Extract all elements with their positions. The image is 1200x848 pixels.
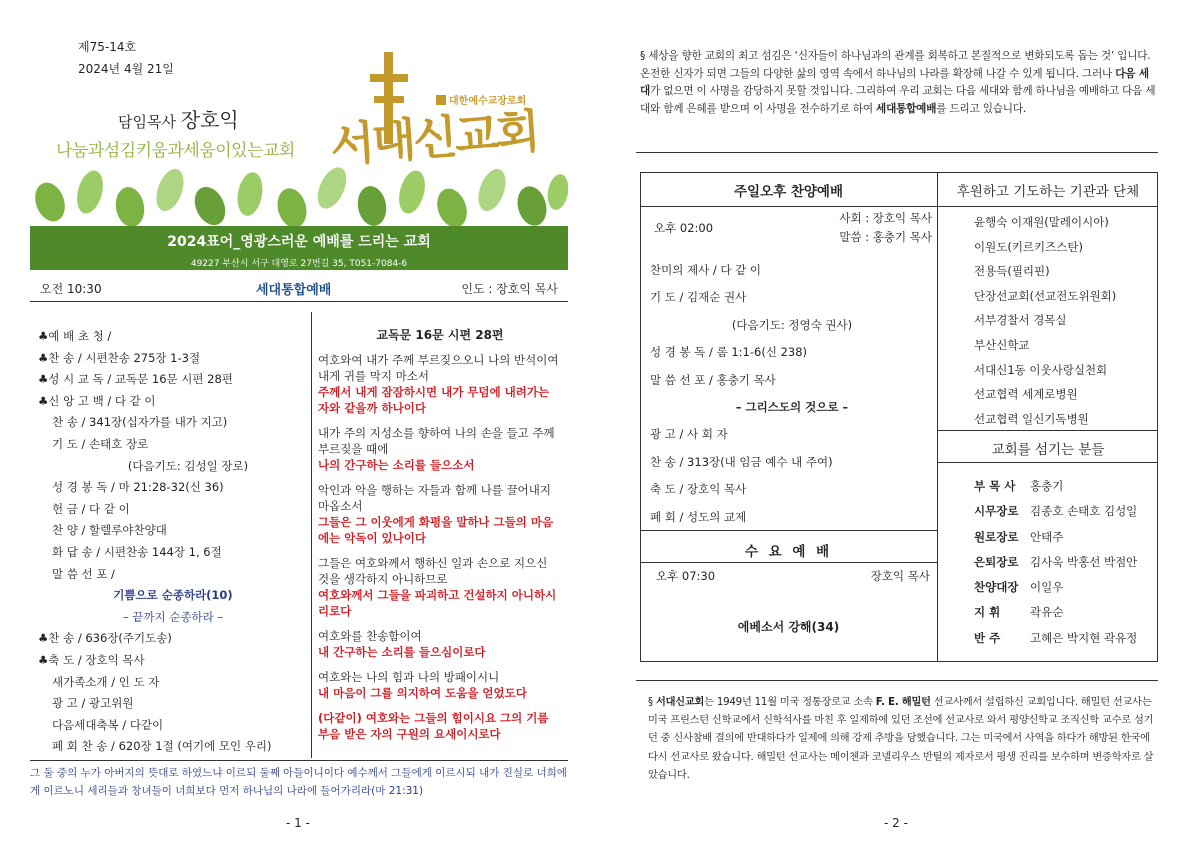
supporter-item: 선교협력 일신기독병원 xyxy=(974,411,1089,426)
order-item: 헌 금 / 다 같 이 xyxy=(52,501,130,516)
page-number: - 1 - xyxy=(286,816,310,830)
verse-leader: 여호와여 내가 주께 부르짖으오니 나의 반석이여 내게 귀를 막지 마소서 xyxy=(318,353,559,383)
order-item: 말 씀 선 포 / xyxy=(52,566,115,581)
supporter-item: 전용득(필리핀) xyxy=(974,264,1050,279)
supporter-item: 서부경찰서 경목실 xyxy=(974,313,1067,328)
box-divider xyxy=(937,172,938,662)
afternoon-order-item: 성 경 봉 독 / 롬 1:1-6(신 238) xyxy=(650,345,808,360)
afternoon-service-time: 오후 02:00 xyxy=(654,221,714,235)
church-address: 49227 부산시 서구 대영로 27번길 35, T051-7084-6 xyxy=(190,259,408,269)
reading-verse xyxy=(318,555,562,619)
staff-names: 안태주 xyxy=(1030,529,1064,544)
supporter-item: 이원도(키르키즈스탄) xyxy=(974,239,1083,254)
column-divider xyxy=(311,312,312,758)
wednesday-leader: 장호익 목사 xyxy=(870,569,930,583)
afternoon-preacher: 말씀 : 홍충기 목사 xyxy=(839,230,932,244)
verse-response: 그들은 그 이웃에게 화평을 말하나 그들의 마음에는 악독이 있나이다 xyxy=(318,515,554,545)
pastor-title: 담임목사 xyxy=(118,113,176,131)
supporter-item: 선교협력 세계로병원 xyxy=(974,387,1078,402)
worship-order-list xyxy=(38,328,308,760)
verse-response: 나의 간구하는 소리를 들으소서 xyxy=(318,458,475,472)
verse-leader: 여호와는 나의 힘과 나의 방패이시니 xyxy=(318,670,500,684)
staff-list xyxy=(974,478,1137,655)
church-name-logo: 서대신교회 xyxy=(328,103,540,173)
staff-row xyxy=(974,529,1137,554)
reading-verse xyxy=(318,352,562,416)
order-item: 찬 양 / 할렐루야찬양대 xyxy=(52,523,167,538)
wednesday-service-time: 오후 07:30 xyxy=(656,569,716,583)
verse-leader: 여호와를 찬송함이여 xyxy=(318,629,422,643)
afternoon-order-item: 찬 송 / 313장(내 임금 예수 내 주여) xyxy=(650,454,833,469)
staff-names: 김사욱 박홍선 박점안 xyxy=(1030,554,1138,569)
leaves-decoration-icon xyxy=(30,162,568,234)
verse-response: (다같이) 여호와는 그들의 힘이시요 그의 기름 부음 받은 자의 구원의 요새이시로다 xyxy=(318,711,549,741)
verse-leader: 내가 주의 지성소를 향하여 나의 손을 들고 주께 부르짖을 때에 xyxy=(318,426,555,456)
afternoon-order-item: 찬미의 제사 / 다 같 이 xyxy=(650,263,762,277)
box-rule xyxy=(640,206,1158,207)
issue-date: 2024년 4월 21일 xyxy=(78,62,174,76)
church-history: § 서대신교회는 1949년 11월 미국 정통장로교 소속 F. E. 해밀턴 선교사께서 설립하신 교회입니다. 해밀턴 선교사는 미국 프린스턴 신학교에서 신학석사를 마친 후 일제하에 있던 조선에 선교사로 와서 평양신학교 조직신학 교수로 섬기던 중 신사참배 결의에 반대하다가 일제에 의해 강제 추방을 당했습니다. 그는 미국에서 사역을 하다가 해방된 한국에 다시 선교사로 왔습니다. 해밀턴 선교사는 메이첸과 코넬리우스 반틸의 제자로서 평생 진리를 보수하며 변증학자로 살았습니다. xyxy=(648,697,1154,781)
wednesday-sermon: 에베소서 강해(34) xyxy=(737,620,840,634)
weekly-verse: 그 둘 중의 누가 아버지의 뜻대로 하였느냐 이르되 둘째 아들이니이다 예수께서 그들에게 이르시되 내가 진실로 너희에게 이르노니 세리들과 창녀들이 너희보다 먼저 하나님의 나라에 들어가리라(마 21:31) xyxy=(30,760,568,800)
reading-verse xyxy=(318,628,562,660)
staff-role: 은퇴장로 xyxy=(974,554,1019,569)
staff-role: 지 휘 xyxy=(974,605,1001,620)
pastor-name: 장호익 xyxy=(180,108,239,132)
supporters-title: 후원하고 기도하는 기관과 단체 xyxy=(956,184,1140,200)
pastor-line xyxy=(118,104,239,133)
verse-response: 여호와께서 그들을 파괴하고 건설하지 아니하시리로다 xyxy=(318,588,557,618)
afternoon-order-item: 말 씀 선 포 / 홍충기 목사 xyxy=(650,372,776,387)
afternoon-order-item: 축 도 / 장호익 목사 xyxy=(650,482,747,497)
service-time: 오전 10:30 xyxy=(40,282,102,296)
verse-leader: 악인과 악을 행하는 자들과 함께 나를 끌어내지 마옵소서 xyxy=(318,483,552,513)
order-item: 화 답 송 / 시편찬송 144장 1, 6절 xyxy=(52,544,222,559)
responsive-reading-title: 교독문 16문 시편 28편 xyxy=(376,328,504,342)
intro-paragraph: § 세상을 향한 교회의 최고 섬김은 ‘신자들이 하나님과의 관계를 회복하고 본질적으로 변화되도록 돕는 것’ 입니다. 온전한 신자가 되면 그들의 다양한 삶의 영역 속에서 하나님의 나라를 확장해 나갈 수 있게 됩니다. 그러나 다음 세대가 없으면 이 사명을 감당하지 못할 것입니다. 그리하여 우리 교회는 다음 세대와 함께 하나님을 예배하고 다음 세대와 함께 은혜를 받으며 이 사명을 전수하기로 하여 세대통합예배를 드리고 있습니다. xyxy=(640,50,1156,115)
order-item: 기쁨으로 순종하라(10) xyxy=(113,588,233,603)
staff-row xyxy=(974,630,1137,655)
staff-names: 고혜은 박지현 곽유정 xyxy=(1030,630,1138,645)
reading-verse xyxy=(318,482,562,546)
afternoon-order-list xyxy=(650,262,934,536)
divider xyxy=(636,680,1158,681)
order-item: ♣찬 송 / 636장(주기도송) xyxy=(38,631,172,646)
afternoon-presider: 사회 : 장호익 목사 xyxy=(839,211,932,225)
staff-row xyxy=(974,554,1137,579)
verse-response: 내 간구하는 소리를 들으심이로다 xyxy=(318,645,486,659)
staff-names: 이일우 xyxy=(1030,580,1064,595)
staff-row xyxy=(974,579,1137,604)
service-leader: 인도 : 장호익 목사 xyxy=(461,282,558,296)
box-rule xyxy=(937,462,1158,463)
order-item: ♣신 앙 고 백 / 다 같 이 xyxy=(38,393,156,408)
staff-role: 반 주 xyxy=(974,630,1001,645)
staff-title: 교회를 섬기는 분들 xyxy=(991,442,1105,458)
afternoon-order-item: 폐 회 / 성도의 교제 xyxy=(650,509,747,524)
theme-banner xyxy=(30,226,568,270)
staff-names: 김종호 손태호 김성일 xyxy=(1030,504,1138,519)
afternoon-order-item: (다음기도: 정영숙 권사) xyxy=(731,317,853,332)
staff-role: 시무장로 xyxy=(974,504,1019,519)
box-rule xyxy=(640,562,937,563)
afternoon-order-item: – 그리스도의 것으로 – xyxy=(735,399,849,414)
staff-row xyxy=(974,503,1137,528)
supporter-item: 부산신학교 xyxy=(974,337,1030,352)
order-item: ♣찬 송 / 시편찬송 275장 1-3절 xyxy=(38,350,201,365)
afternoon-order-item: 광 고 / 사 회 자 xyxy=(650,427,728,442)
staff-role: 부 목 사 xyxy=(974,479,1016,493)
order-item: – 끝까지 순종하라 – xyxy=(122,609,224,624)
verse-response: 내 마음이 그를 의지하여 도움을 얻었도다 xyxy=(318,686,527,700)
staff-names: 홍충기 xyxy=(1030,479,1064,493)
reading-verse xyxy=(318,669,562,701)
reading-verse xyxy=(318,425,562,473)
supporters-list xyxy=(974,214,1116,435)
supporter-item: 서대신1동 이웃사랑실천회 xyxy=(974,362,1108,377)
page-number: - 2 - xyxy=(884,816,908,830)
staff-row xyxy=(974,604,1137,629)
denomination-label: 대한예수교장로회 xyxy=(436,92,526,107)
supporter-item: 단장선교회(선교전도위원회) xyxy=(974,288,1117,303)
order-item: ♣성 시 교 독 / 교독문 16문 시편 28편 xyxy=(38,372,233,387)
staff-role: 찬양대장 xyxy=(974,580,1019,595)
order-item: (다음기도: 김성일 장로) xyxy=(127,458,249,473)
order-item: 찬 송 / 341장(십자가를 내가 지고) xyxy=(52,415,228,430)
supporter-item: 윤행숙 이재원(말레이시아) xyxy=(974,215,1109,229)
order-item: ♣축 도 / 장호익 목사 xyxy=(38,652,145,667)
church-motto: 나눔과섬김키움과세움이있는교회 xyxy=(56,141,295,161)
staff-role: 원로장로 xyxy=(974,529,1019,544)
afternoon-service-title: 주일오후 찬양예배 xyxy=(733,184,844,200)
verse-response: 주께서 내게 잠잠하시면 내가 무덤에 내려가는 자와 같을까 하나이다 xyxy=(318,385,550,415)
wednesday-service-title: 수 요 예 배 xyxy=(744,544,833,560)
responsive-reading xyxy=(318,352,562,751)
issue-number: 제75-14호 xyxy=(78,40,137,54)
afternoon-order-item: 기 도 / 김재순 권사 xyxy=(650,290,747,305)
reading-verse xyxy=(318,710,562,742)
order-item: ♣예 배 초 청 / xyxy=(38,329,112,343)
verse-leader: 그들은 여호와께서 행하신 일과 손으로 지으신 것을 생각하지 아니하므로 xyxy=(318,556,548,586)
divider xyxy=(636,152,1158,153)
order-item: 광 고 / 광고위원 xyxy=(52,696,134,711)
service-title: 세대통합예배 xyxy=(256,283,332,298)
service-header xyxy=(30,274,568,302)
order-item: 다음세대축복 / 다같이 xyxy=(52,717,164,732)
staff-names: 곽유순 xyxy=(1030,605,1064,620)
order-item: 기 도 / 손태호 장로 xyxy=(52,436,149,451)
staff-row xyxy=(974,478,1137,503)
order-item: 폐 회 찬 송 / 620장 1절 (여기에 모인 우리) xyxy=(52,739,272,754)
order-item: 새가족소개 / 인 도 자 xyxy=(52,674,160,689)
order-item: 성 경 봉 독 / 마 21:28-32(신 36) xyxy=(52,480,224,495)
banner-title: 2024표어_영광스러운 예배를 드리는 교회 xyxy=(167,234,431,250)
